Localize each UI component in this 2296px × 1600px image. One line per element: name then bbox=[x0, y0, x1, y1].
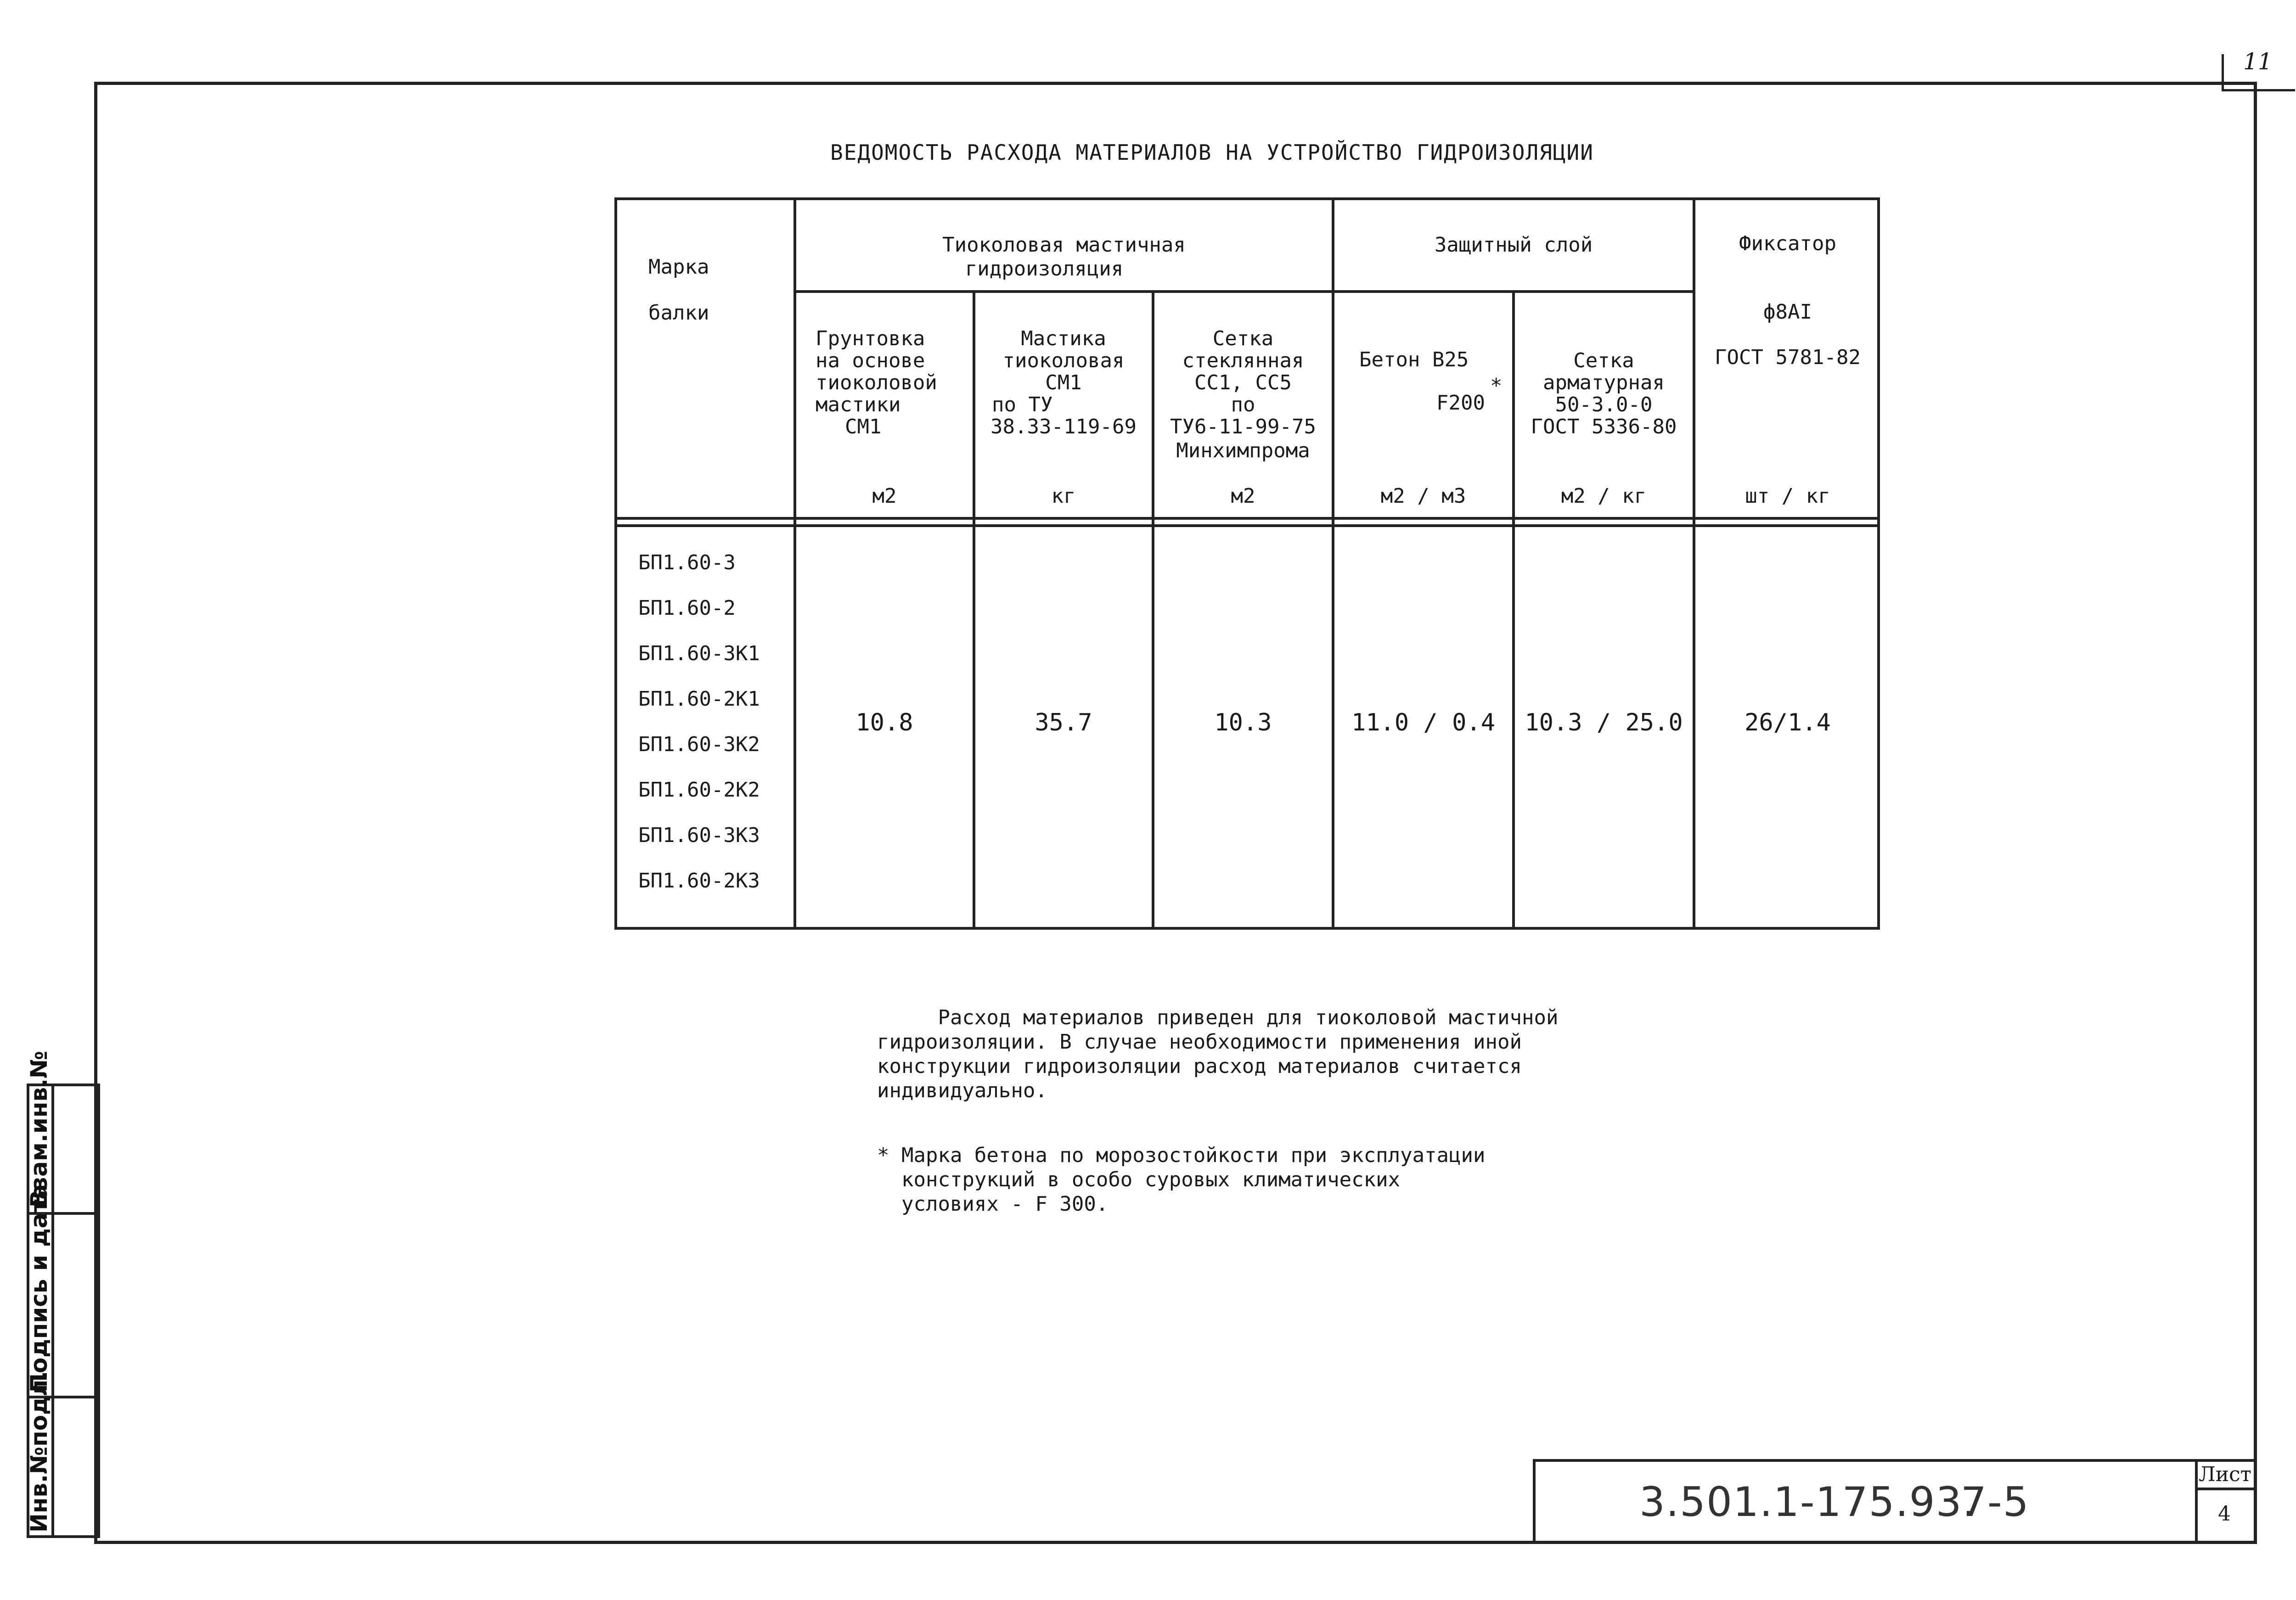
header-primer: тиоколовой bbox=[816, 371, 937, 394]
side-stamp-signature: Подпись и дата bbox=[26, 1184, 52, 1392]
header-mastic: Мастика bbox=[1021, 327, 1106, 350]
beam-mark: БП1.60-3К2 bbox=[638, 733, 760, 756]
document-number: 3.501.1-175.93. bbox=[1639, 1478, 1976, 1526]
header-rebar-mesh: Сетка bbox=[1573, 349, 1634, 372]
header-mastic: по ТУ bbox=[992, 393, 1053, 416]
sheet-number: 4 bbox=[2218, 1502, 2231, 1526]
header-rebar-mesh: арматурная bbox=[1543, 371, 1665, 394]
header-mesh: стеклянная bbox=[1182, 349, 1304, 372]
header-protective-group: Защитный слой bbox=[1434, 233, 1593, 257]
page-title: ВЕДОМОСТЬ РАСХОДА МАТЕРИАЛОВ НА УСТРОЙСТВО ГИДРОИЗОЛЯЦИИ bbox=[830, 140, 1594, 165]
value-concrete: 11.0 / 0.4 bbox=[1351, 709, 1496, 736]
header-mark: балки bbox=[648, 301, 709, 325]
table-vline bbox=[793, 197, 796, 930]
value-mastic: 35.7 bbox=[1035, 709, 1092, 736]
side-stamp-replace-inv: Взам.инв.№ bbox=[26, 1050, 52, 1207]
title-block-divider bbox=[2195, 1488, 2257, 1490]
header-primer: мастики bbox=[816, 393, 901, 416]
footnote-line: конструкций в особо суровых климатических bbox=[877, 1168, 1401, 1191]
page-number: 11 bbox=[2243, 48, 2273, 75]
sheet-code: 7-5 bbox=[1961, 1478, 2030, 1526]
header-mark: Марка bbox=[648, 255, 709, 279]
unit-rebar-mesh: м2 / кг bbox=[1561, 484, 1647, 508]
value-rebar-mesh: 10.3 / 25.0 bbox=[1525, 709, 1683, 736]
value-mesh: 10.3 bbox=[1214, 709, 1272, 736]
side-stamp-inv-no: Инв.№подл. bbox=[26, 1370, 52, 1533]
header-primer: Грунтовка bbox=[816, 327, 925, 350]
sheet-label: Лист bbox=[2199, 1463, 2252, 1486]
header-mesh: СС1, СС5 bbox=[1194, 371, 1292, 394]
header-mastic: 38.33-119-69 bbox=[990, 415, 1137, 438]
note-line: Расход материалов приведен для тиоколовой мастичной bbox=[877, 1006, 1559, 1029]
unit-primer: м2 bbox=[872, 484, 897, 508]
header-mastic: СМ1 bbox=[1045, 371, 1082, 394]
footnote-line: условиях - F 300. bbox=[877, 1192, 1109, 1216]
table-hline bbox=[793, 290, 1693, 293]
header-fixator-standard: ГОСТ 5781-82 bbox=[1715, 346, 1861, 369]
footnote-line: * Марка бетона по морозостойкости при эксплуатации bbox=[877, 1144, 1486, 1167]
value-primer: 10.8 bbox=[855, 709, 913, 736]
header-rebar-mesh: 50-3.0-0 bbox=[1555, 393, 1653, 416]
unit-concrete: м2 / м3 bbox=[1380, 484, 1466, 508]
beam-mark: БП1.60-3 bbox=[638, 551, 736, 574]
note-line: индивидуально. bbox=[877, 1079, 1047, 1102]
table-hline bbox=[614, 517, 1880, 520]
unit-mastic: кг bbox=[1051, 484, 1076, 508]
header-mastic: тиоколовая bbox=[1002, 349, 1125, 372]
table-hline bbox=[614, 524, 1880, 527]
unit-fixator: шт / кг bbox=[1745, 484, 1830, 508]
header-rebar-mesh: ГОСТ 5336-80 bbox=[1531, 415, 1677, 438]
header-primer: на основе bbox=[816, 349, 925, 372]
title-block-divider bbox=[2195, 1459, 2198, 1544]
header-mesh: Сетка bbox=[1212, 327, 1274, 350]
header-fixator-diameter: ф8АI bbox=[1763, 300, 1812, 324]
beam-mark: БП1.60-2 bbox=[638, 596, 736, 620]
concrete-asterisk: * bbox=[1490, 374, 1503, 398]
note-line: конструкции гидроизоляции расход материалов считается bbox=[877, 1055, 1522, 1078]
unit-mesh: м2 bbox=[1231, 484, 1255, 508]
table-border bbox=[614, 197, 1880, 930]
beam-mark: БП1.60-3К3 bbox=[638, 824, 760, 847]
beam-mark: БП1.60-2К1 bbox=[638, 687, 760, 711]
value-fixator: 26/1.4 bbox=[1745, 709, 1831, 736]
beam-mark: БП1.60-3К1 bbox=[638, 642, 760, 665]
header-mesh: ТУ6-11-99-75 bbox=[1170, 415, 1316, 438]
note-line: гидроизоляции. В случае необходимости применения иной bbox=[877, 1030, 1522, 1054]
header-mesh: по bbox=[1231, 393, 1255, 416]
beam-mark: БП1.60-2К3 bbox=[638, 869, 760, 893]
header-thiokol-group: гидроизоляция bbox=[965, 257, 1124, 281]
table-vline bbox=[1332, 197, 1334, 930]
header-fixator: Фиксатор bbox=[1739, 232, 1836, 255]
header-concrete: Бетон В25 bbox=[1359, 348, 1469, 371]
beam-mark: БП1.60-2К2 bbox=[638, 778, 760, 802]
header-thiokol-group: Тиоколовая мастичная bbox=[942, 233, 1186, 257]
header-primer: СМ1 bbox=[845, 415, 882, 438]
header-concrete: F200 bbox=[1436, 391, 1485, 415]
header-mesh: Минхимпрома bbox=[1176, 439, 1310, 462]
